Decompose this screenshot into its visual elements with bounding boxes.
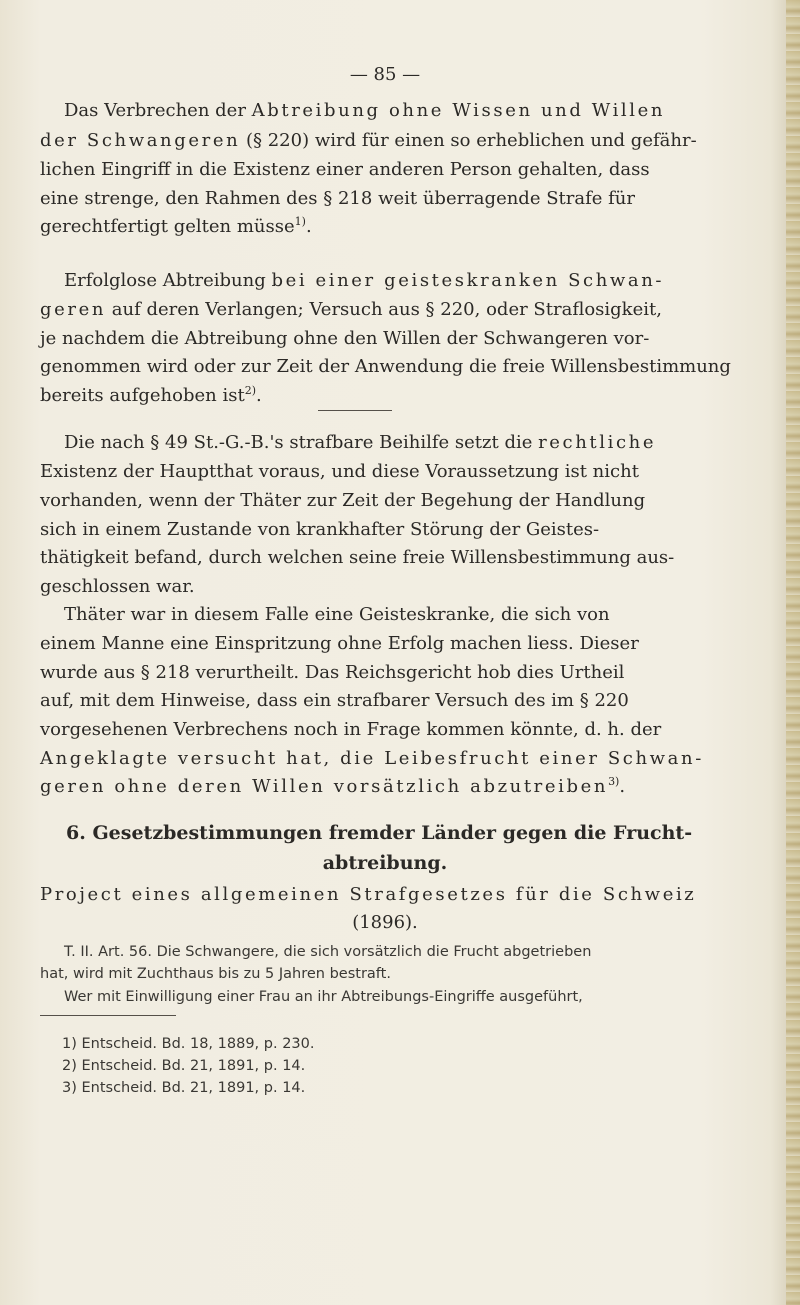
subheading-year: (1896). <box>352 912 418 933</box>
text-line: bereits aufgehoben ist$^{2)}$. <box>40 384 262 406</box>
separator-rule <box>318 410 392 411</box>
section-heading: 6. Gesetzbestimmungen fremder Länder gegen die Frucht- <box>66 822 693 844</box>
page-number: — 85 — <box>349 64 421 85</box>
text-line: einem Manne eine Einspritzung ohne Erfolg machen liess. Dieser <box>40 633 639 654</box>
text-line: Thäter war in diesem Falle eine Geisteskranke, die sich von <box>64 604 610 625</box>
text-line: geren ohne deren Willen vorsätzlich abzutreiben$^{3)}$. <box>40 775 626 797</box>
footnote-ref: 1) <box>294 215 306 228</box>
section-heading-cont: abtreibung. <box>322 852 448 874</box>
footnote-ref: 3) <box>608 775 620 788</box>
text-line: eine strenge, den Rahmen des § 218 weit überragende Strafe für <box>40 188 636 209</box>
page-edge <box>786 0 800 1305</box>
law-text-line: hat, wird mit Zuchthaus bis zu 5 Jahren bestraft. <box>40 966 391 982</box>
text-line: der Schwangeren (§ 220) wird für einen so erheblichen und gefähr- <box>40 130 697 151</box>
footnote-ref: 2) <box>244 384 256 397</box>
footnote-rule <box>40 1015 176 1016</box>
text-line: geren auf deren Verlangen; Versuch aus § 220, oder Straflosigkeit, <box>40 299 662 320</box>
text-line: lichen Eingriff in die Existenz einer anderen Person gehalten, dass <box>40 159 650 180</box>
text-line: wurde aus § 218 verurtheilt. Das Reichsgericht hob dies Urtheil <box>40 662 625 683</box>
text-line: vorhanden, wenn der Thäter zur Zeit der Begehung der Handlung <box>40 490 646 511</box>
text-line: auf, mit dem Hinweise, dass ein strafbarer Versuch des im § 220 <box>40 690 629 711</box>
text-line: Existenz der Hauptthat voraus, und diese Voraussetzung ist nicht <box>40 461 639 482</box>
text-line: Die nach § 49 St.-G.-B.'s strafbare Beihilfe setzt die rechtliche <box>64 432 657 453</box>
subheading: Project eines allgemeinen Strafgesetzes für die Schweiz <box>40 884 697 905</box>
law-text-line: Wer mit Einwilligung einer Frau an ihr Abtreibungs-Eingriffe ausgeführt, <box>64 989 583 1005</box>
text-line: sich in einem Zustande von krankhafter Störung der Geistes- <box>40 519 600 540</box>
footnote: 1) Entscheid. Bd. 18, 1889, p. 230. <box>62 1036 315 1052</box>
text-line: Das Verbrechen der Abtreibung ohne Wissen und Willen <box>64 100 666 121</box>
text-line: Erfolglose Abtreibung bei einer geisteskranken Schwan- <box>64 270 665 291</box>
text-line: vorgesehenen Verbrechens noch in Frage kommen könnte, d. h. der <box>40 719 662 740</box>
text-line: thätigkeit befand, durch welchen seine freie Willensbestimmung aus- <box>40 547 675 568</box>
law-text-line: T. II. Art. 56. Die Schwangere, die sich vorsätzlich die Frucht abgetrieben <box>64 944 592 960</box>
text-line: geschlossen war. <box>40 576 195 597</box>
text-line: Angeklagte versucht hat, die Leibesfrucht einer Schwan- <box>40 748 704 769</box>
footnote: 3) Entscheid. Bd. 21, 1891, p. 14. <box>62 1080 306 1096</box>
footnote: 2) Entscheid. Bd. 21, 1891, p. 14. <box>62 1058 306 1074</box>
text-line: gerechtfertigt gelten müsse$^{1)}$. <box>40 215 312 237</box>
text-line: je nachdem die Abtreibung ohne den Willen der Schwangeren vor- <box>40 328 650 349</box>
text-line: genommen wird oder zur Zeit der Anwendung die freie Willensbestimmung <box>40 356 731 377</box>
